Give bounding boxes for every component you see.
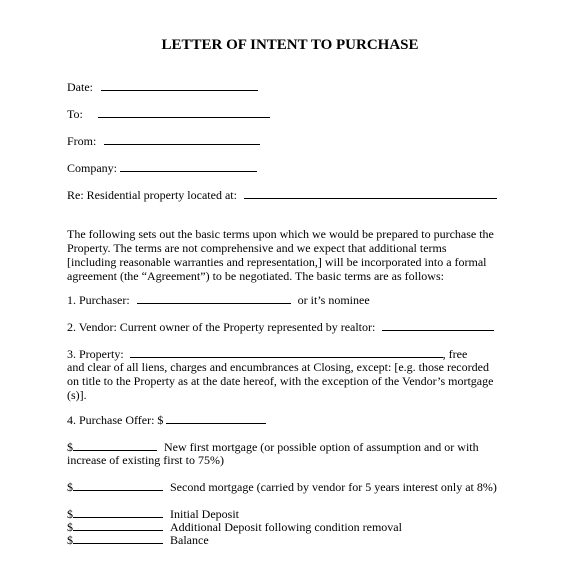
second-mortgage-text: Second mortgage (carried by vendor for 5 years interest only at 8%) [170,480,497,494]
purchaser-row [67,292,370,307]
property-line: on title to the Property as at the date hereof, with the exception of the Vendor’s mortgage [67,374,494,388]
first-mortgage-row [67,439,479,454]
from-label: From: [67,134,97,148]
intro-line: Property. The terms are not comprehensive and we expect that additional terms [67,241,447,255]
additional-deposit-blank[interactable] [73,519,163,531]
vendor-row [67,319,494,334]
dollar-sign: $ [67,480,73,494]
date-field-row [67,79,258,94]
second-mortgage-blank[interactable] [73,479,163,491]
first-mortgage-text: New first mortgage (or possible option of assumption and or with [164,440,479,454]
document-title: LETTER OF INTENT TO PURCHASE [161,37,419,53]
from-field-row [67,133,260,148]
to-field-row [67,106,270,121]
property-terms [67,360,499,402]
company-label: Company: [67,161,117,175]
first-mortgage-cont-text: increase of existing first to 75%) [67,453,224,467]
purchase-offer-label: 4. Purchase Offer: $ [67,413,164,427]
purchaser-suffix: or it’s nominee [297,293,370,307]
property-address-blank[interactable] [244,187,497,199]
realtor-blank[interactable] [382,319,494,331]
property-blank[interactable] [130,346,443,358]
dollar-sign: $ [67,533,73,547]
dollar-sign: $ [67,507,73,521]
dollar-sign: $ [67,440,73,454]
date-label: Date: [67,80,93,94]
purchaser-label: 1. Purchaser: [67,293,130,307]
purchase-offer-row [67,412,266,427]
additional-deposit-text: Additional Deposit following condition removal [170,520,402,534]
to-label: To: [67,107,83,121]
date-blank[interactable] [101,79,258,91]
intro-line: agreement (the “Agreement”) to be negotiated. The basic terms are as follows: [67,269,444,283]
property-suffix: , free [442,347,468,361]
purchaser-blank[interactable] [137,292,291,304]
company-blank[interactable] [120,160,257,172]
intro-paragraph [67,227,499,283]
property-line: and clear of all liens, charges and encumbrances at Closing, except: [e.g. those recorded [67,360,489,374]
first-mortgage-cont-row [67,453,224,467]
property-row [67,346,467,361]
intro-line: The following sets out the basic terms upon which we would be prepared to purchase the [67,227,494,241]
first-mortgage-blank[interactable] [73,439,157,451]
property-line: (s)]. [67,388,87,402]
company-field-row [67,160,257,175]
re-label: Re: Residential property located at: [67,188,237,202]
initial-deposit-text: Initial Deposit [170,507,239,521]
property-label: 3. Property: [67,347,124,361]
initial-deposit-blank[interactable] [73,506,163,518]
from-blank[interactable] [104,133,260,145]
balance-blank[interactable] [73,532,163,544]
re-field-row [67,187,497,202]
second-mortgage-row [67,479,497,494]
intro-line: [including reasonable warranties and representation,] will be incorporated into a formal [67,255,487,269]
dollar-sign: $ [67,520,73,534]
balance-row [67,532,209,547]
balance-text: Balance [170,533,209,547]
purchase-offer-blank[interactable] [166,412,266,424]
to-blank[interactable] [98,106,270,118]
vendor-label: 2. Vendor: Current owner of the Property represented by realtor: [67,320,376,334]
